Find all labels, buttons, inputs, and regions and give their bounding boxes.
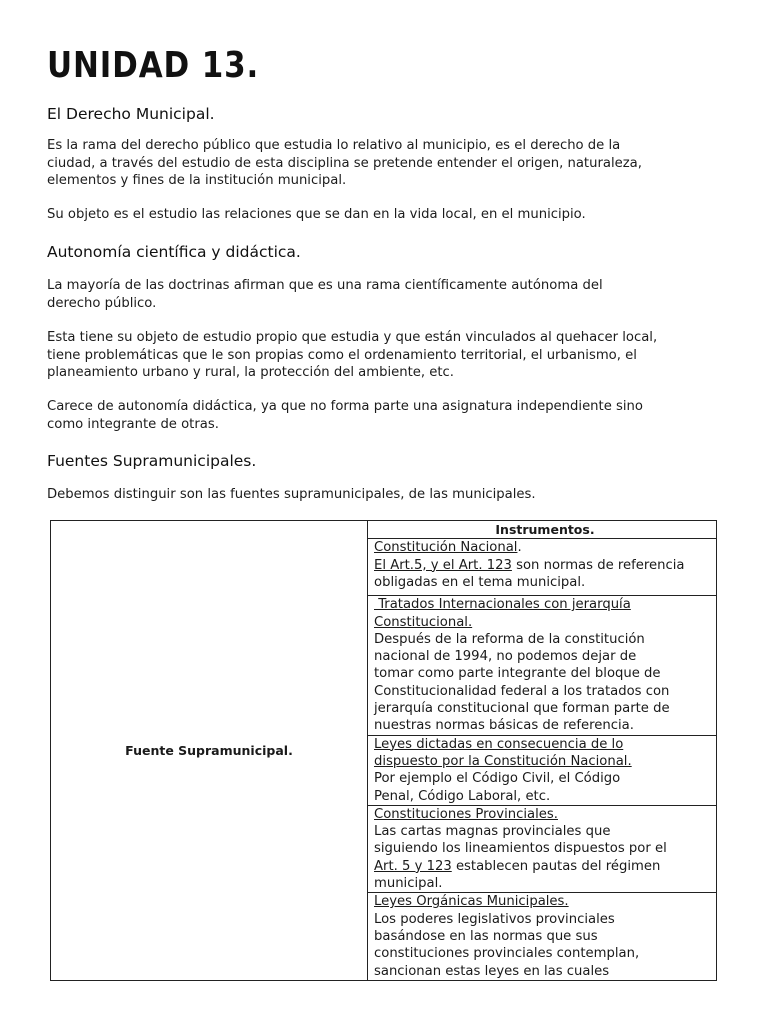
- row-title: Tratados Internacionales con jerarquía: [374, 597, 631, 613]
- text-line: constituciones provinciales contemplan,: [374, 946, 640, 962]
- text-line: Constitucionalidad federal a los tratados con: [374, 683, 670, 699]
- paragraph-definition: [47, 137, 727, 190]
- text-line: como integrante de otras.: [47, 416, 219, 432]
- heading-derecho-municipal: El Derecho Municipal.: [47, 105, 215, 123]
- table-header-row: [51, 521, 717, 539]
- paragraph-autonomia-2: [47, 329, 727, 382]
- article-reference: Art. 5 y 123: [374, 858, 452, 874]
- row-tratados-internacionales: [368, 596, 717, 735]
- text-line: Es la rama del derecho público que estudia lo relativo al municipio, es el derecho de la: [47, 138, 621, 153]
- text-line: elementos y fines de la institución municipal.: [47, 173, 347, 188]
- row-title: Constitución Nacional: [374, 540, 518, 556]
- text-line: La mayoría de las doctrinas afirman que es una rama científicamente autónoma del: [47, 278, 603, 293]
- row-constitucion-nacional: [368, 539, 717, 596]
- text-line: Las cartas magnas provinciales que: [374, 824, 611, 840]
- row-leyes-organicas: [368, 893, 717, 980]
- sources-table: [50, 520, 717, 981]
- heading-autonomia: Autonomía científica y didáctica.: [47, 243, 301, 261]
- fuente-supramunicipal-cell: Fuente Supramunicipal.: [51, 521, 368, 981]
- text-line: Penal, Código Laboral, etc.: [374, 788, 551, 804]
- text-line: establecen pautas del régimen: [451, 858, 661, 874]
- text-line: Los poderes legislativos provinciales: [374, 911, 615, 927]
- text-line: sancionan estas leyes en las cuales: [374, 963, 610, 979]
- text-line: Por ejemplo el Código Civil, el Código: [374, 771, 621, 787]
- text-line: Carece de autonomía didáctica, ya que no forma parte una asignatura independiente sino: [47, 399, 643, 414]
- text-line: municipal.: [374, 876, 443, 892]
- heading-fuentes: Fuentes Supramunicipales.: [47, 452, 257, 470]
- row-title-suffix: .: [517, 540, 522, 556]
- text-line: tiene problemáticas que le son propias como el ordenamiento territorial, el urbanismo, el: [47, 347, 637, 363]
- row-title: Leyes Orgánicas Municipales.: [374, 894, 569, 910]
- text-line: planeamiento urbano y rural, la protección del ambiente, etc.: [47, 365, 455, 380]
- row-title: Leyes dictadas en consecuencia de lo: [374, 736, 624, 752]
- text-line: obligadas en el tema municipal.: [374, 574, 586, 590]
- paragraph-autonomia-1: [47, 277, 727, 312]
- text-line: basándose en las normas que sus: [374, 928, 598, 944]
- paragraph-objeto: Su objeto es el estudio las relaciones que se dan en la vida local, en el municipio.: [47, 207, 586, 222]
- row-title: Constituciones Provinciales.: [374, 806, 558, 822]
- text-line: nacional de 1994, no podemos dejar de: [374, 649, 637, 665]
- paragraph-autonomia-3: [47, 398, 727, 433]
- text-line: ciudad, a través del estudio de esta disciplina se pretende entender el origen, naturaleza,: [47, 155, 642, 171]
- unit-title: UNIDAD 13.: [47, 45, 260, 86]
- text-line: son normas de referencia: [511, 557, 685, 573]
- article-reference: El Art.5, y el Art. 123: [374, 557, 512, 573]
- row-title: Constitucional.: [374, 614, 473, 630]
- text-line: derecho público.: [47, 295, 157, 311]
- text-line: Esta tiene su objeto de estudio propio que estudia y que están vinculados al quehacer local,: [47, 330, 658, 345]
- text-line: tomar como parte integrante del bloque de: [374, 666, 661, 682]
- text-line: Después de la reforma de la constitución: [374, 631, 645, 647]
- text-line: nuestras normas básicas de referencia.: [374, 718, 634, 734]
- text-line: siguiendo los lineamientos dispuestos por el: [374, 841, 667, 857]
- row-leyes-dictadas: [368, 735, 717, 805]
- instrumentos-header: Instrumentos.: [368, 521, 717, 539]
- row-title: dispuesto por la Constitución Nacional.: [374, 753, 632, 769]
- text-line: jerarquía constitucional que forman parte de: [374, 701, 670, 717]
- paragraph-fuentes: Debemos distinguir son las fuentes supramunicipales, de las municipales.: [47, 487, 536, 502]
- row-constituciones-provinciales: [368, 805, 717, 892]
